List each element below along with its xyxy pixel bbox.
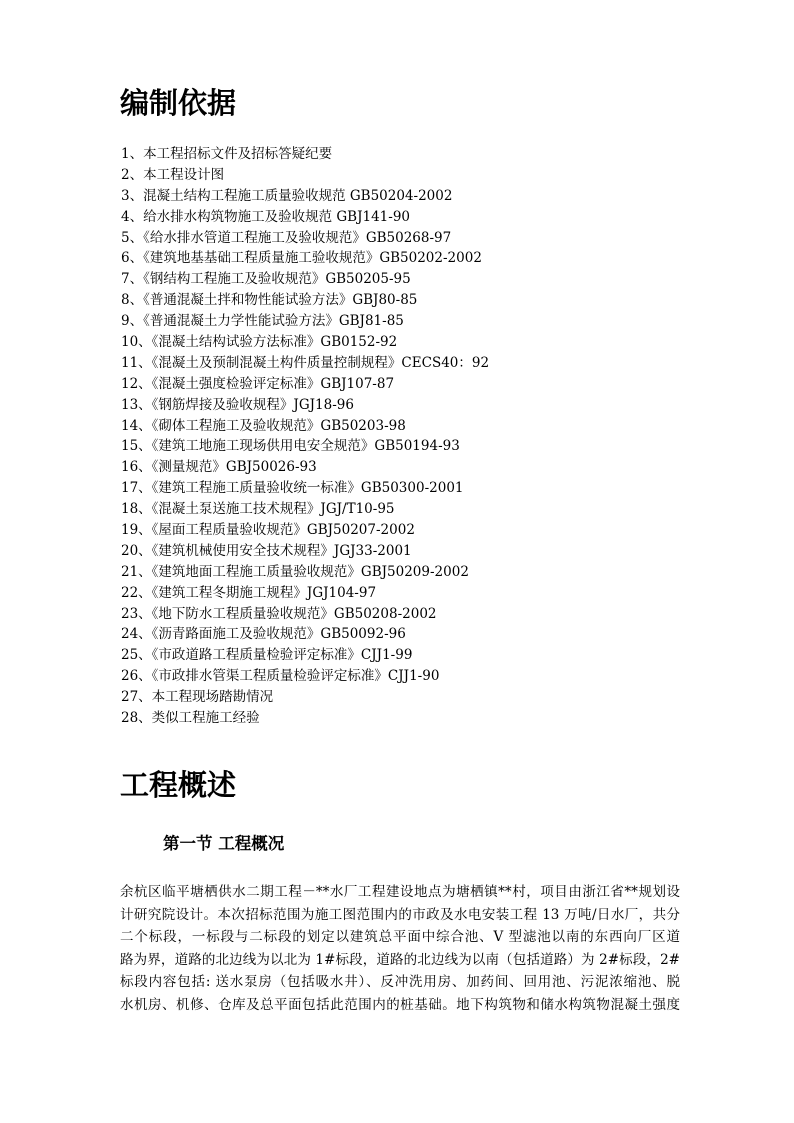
basis-list-item: 11、《混凝土及预制混凝土构件质量控制规程》CECS40：92 (121, 354, 490, 371)
basis-list-item: 28、类似工程施工经验 (121, 710, 260, 727)
basis-list-item: 8、《普通混凝土拌和物性能试验方法》GBJ80-85 (121, 292, 418, 309)
basis-list-item: 16、《测量规范》GBJ50026-93 (121, 459, 317, 476)
basis-list-item: 26、《市政排水管渠工程质量检验评定标准》CJJ1-90 (121, 668, 440, 685)
paragraph-line: 计研究院设计。本次招标范围为施工图范围内的市政及水电安装工程 13 万吨/日水厂，共分 (120, 906, 680, 923)
basis-list-item: 2、本工程设计图 (121, 166, 225, 183)
basis-list-item: 17、《建筑工程施工质量验收统一标准》GB50300-2001 (121, 480, 464, 497)
section-title-overview: 工程概述 (120, 768, 237, 802)
basis-list-item: 9、《普通混凝土力学性能试验方法》GBJ81-85 (121, 313, 404, 330)
basis-list-item: 27、本工程现场踏勘情况 (121, 689, 274, 706)
overview-paragraph (120, 881, 680, 1016)
basis-list-item: 7、《钢结构工程施工及验收规范》GB50205-95 (121, 271, 411, 288)
section-title-basis: 编制依据 (120, 86, 237, 120)
basis-list-item: 15、《建筑工地施工现场供用电安全规范》GB50194-93 (121, 438, 460, 455)
paragraph-line: 路为界，道路的北边线为以北为 1#标段，道路的北边线为以南（包括道路）为 2#标段，2# (120, 951, 680, 968)
paragraph-line: 二个标段，一标段与二标段的划定以建筑总平面中综合池、V 型滤池以南的东西向厂区道 (120, 929, 680, 945)
basis-list-item: 12、《混凝土强度检验评定标准》GBJ107-87 (121, 375, 395, 392)
basis-list-item: 24、《沥青路面施工及验收规范》GB50092-96 (121, 626, 406, 643)
basis-list-item: 14、《砌体工程施工及验收规范》GB50203-98 (121, 417, 406, 434)
basis-list-item: 23、《地下防水工程质量验收规范》GB50208-2002 (121, 605, 437, 622)
paragraph-line: 标段内容包括: 送水泵房（包括吸水井）、反冲洗用房、加药间、回用池、污泥浓缩池、脱 (120, 974, 680, 990)
basis-list-item: 4、给水排水构筑物施工及验收规范 GBJ141-90 (121, 208, 411, 225)
basis-list-item: 3、混凝土结构工程施工质量验收规范 GB50204-2002 (121, 187, 453, 204)
basis-list (121, 144, 489, 729)
basis-list-item: 21、《建筑地面工程施工质量验收规范》GBJ50209-2002 (121, 563, 469, 580)
basis-list-item: 25、《市政道路工程质量检验评定标准》CJJ1-99 (121, 647, 413, 664)
basis-list-item: 1、本工程招标文件及招标答疑纪要 (121, 146, 333, 162)
basis-list-item: 5、《给水排水管道工程施工及验收规范》GB50268-97 (121, 229, 452, 246)
basis-list-item: 6、《建筑地基基础工程质量施工验收规范》GB50202-2002 (121, 250, 482, 267)
basis-list-item: 19、《屋面工程质量验收规范》GBJ50207-2002 (121, 522, 415, 539)
basis-list-item: 13、《钢筋焊接及验收规程》JGJ18-96 (121, 396, 354, 413)
paragraph-line: 余杭区临平塘栖供水二期工程－**水厂工程建设地点为塘栖镇**村，项目由浙江省**规划设 (120, 884, 680, 900)
basis-list-item: 22、《建筑工程冬期施工规程》JGJ104-97 (121, 584, 377, 601)
paragraph-line: 水机房、机修、仓库及总平面包括此范围内的桩基础。地下构筑物和储水构筑物混凝土强度 (120, 996, 680, 1013)
basis-list-item: 18、《混凝土泵送施工技术规程》JGJ/T10-95 (121, 501, 395, 518)
subsection-title: 第一节 工程概况 (163, 834, 285, 853)
basis-list-item: 20、《建筑机械使用安全技术规程》JGJ33-2001 (121, 542, 412, 559)
basis-list-item: 10、《混凝土结构试验方法标准》GB0152-92 (121, 334, 398, 351)
